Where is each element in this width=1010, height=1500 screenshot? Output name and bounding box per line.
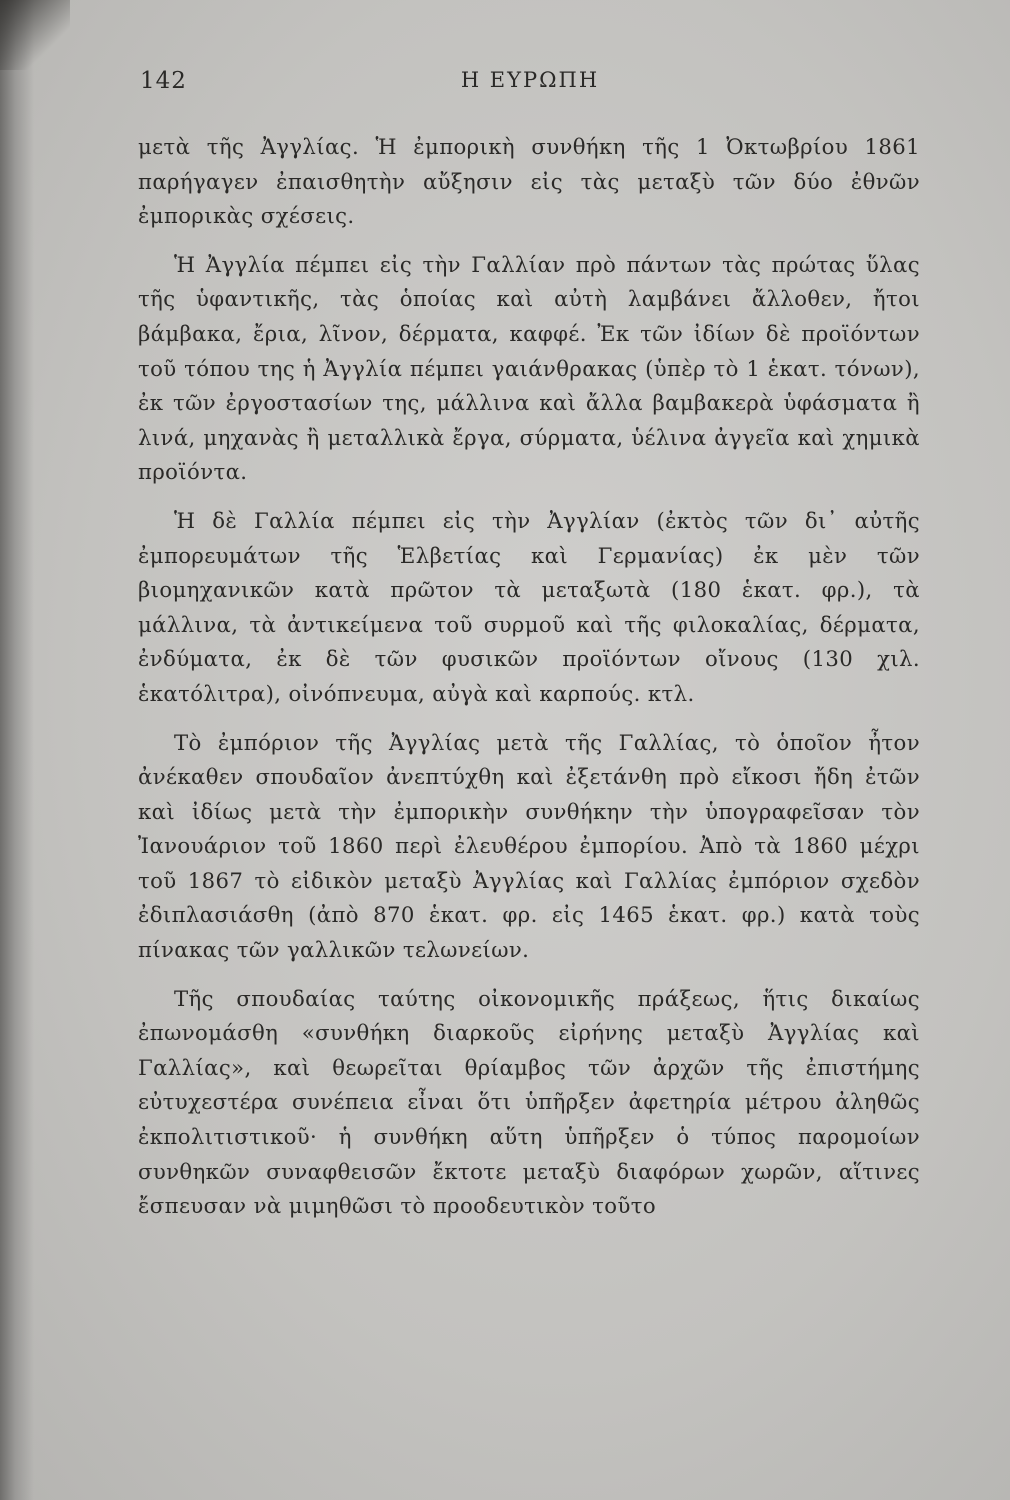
- paragraph-5: Τῆς σπουδαίας ταύτης οἰκονομικῆς πράξεως, ἥτις δικαίως ἐπωνομάσθη «συνθήκη διαρκοῦς εἰρήνης μεταξὺ Ἀγγλίας καὶ Γαλλίας», καὶ θεωρεῖται θρίαμβος τῶν ἀρχῶν τῆς ἐπιστήμης εὐτυχεστέρα συνέπεια εἶναι ὅτι ὑπῆρξεν ἀφετηρία μέτρου ἀληθῶς ἐκπολιτιστικοῦ· ἡ συνθήκη αὕτη ὑπῆρξεν ὁ τύπος παρομοίων συνθηκῶν συναφθεισῶν ἔκτοτε μεταξὺ διαφόρων χωρῶν, αἵτινες ἔσπευσαν νὰ μιμηθῶσι τὸ προοδευτικὸν τοῦτο: [138, 985, 920, 1219]
- paragraph-1: μετὰ τῆς Ἀγγλίας. Ἡ ἐμπορικὴ συνθήκη τῆς 1 Ὀκτωβρίου 1861 παρήγαγεν ἐπαισθητὴν αὔξησιν εἰς τὰς μεταξὺ τῶν δύο ἐθνῶν ἐμπορικὰς σχέσεις.: [138, 134, 920, 229]
- running-title: Η ΕΥΡΩΠΗ: [460, 68, 600, 92]
- paragraph-2: Ἡ Ἀγγλία πέμπει εἰς τὴν Γαλλίαν πρὸ πάντων τὰς πρώτας ὕλας τῆς ὑφαντικῆς, τὰς ὁποίας καὶ αὐτὴ λαμβάνει ἄλλοθεν, ἤτοι βάμβακα, ἔρια, λῖνον, δέρματα, καφφέ. Ἐκ τῶν ἰδίων δὲ προϊόντων τοῦ τόπου της ἡ Ἀγγλία πέμπει γαιάνθρακας (ὑπὲρ τὸ 1 ἑκατ. τόνων), ἐκ τῶν ἐργοστασίων της, μάλλινα καὶ ἄλλα βαμβακερὰ ὑφάσματα ἢ λινά, μηχανὰς ἢ μεταλλικὰ ἔργα, σύρματα, ὑέλινα ἀγγεῖα καὶ χημικὰ προϊόντα.: [138, 251, 920, 485]
- page-number: 142: [140, 68, 187, 94]
- paragraph-4: Τὸ ἐμπόριον τῆς Ἀγγλίας μετὰ τῆς Γαλλίας, τὸ ὁποῖον ἦτον ἀνέκαθεν σπουδαῖον ἀνεπτύχθη καὶ ἐξετάνθη πρὸ εἴκοσι ἤδη ἐτῶν καὶ ἰδίως μετὰ τὴν ἐμπορικὴν συνθήκην τὴν ὑπογραφεῖσαν τὸν Ἰανουάριον τοῦ 1860 περὶ ἐλευθέρου ἐμπορίου. Ἀπὸ τὰ 1860 μέχρι τοῦ 1867 τὸ εἰδικὸν μεταξὺ Ἀγγλίας καὶ Γαλλίας ἐμπόριον σχεδὸν ἐδιπλασιάσθη (ἀπὸ 870 ἑκατ. φρ. εἰς 1465 ἑκατ. φρ.) κατὰ τοὺς πίνακας τῶν γαλλικῶν τελωνείων.: [138, 729, 920, 963]
- body-text: [138, 130, 920, 1224]
- corner-shadow: [0, 0, 70, 70]
- paragraph-3: Ἡ δὲ Γαλλία πέμπει εἰς τὴν Ἀγγλίαν (ἐκτὸς τῶν δι᾽ αὐτῆς ἐμπορευμάτων τῆς Ἑλβετίας καὶ Γερμανίας) ἐκ μὲν τῶν βιομηχανικῶν κατὰ πρῶτον τὰ μεταξωτὰ (180 ἑκατ. φρ.), τὰ μάλλινα, τὰ ἀντικείμενα τοῦ συρμοῦ καὶ τῆς φιλοκαλίας, δέρματα, ἐνδύματα, ἐκ δὲ τῶν φυσικῶν προϊόντων οἴνους (130 χιλ. ἑκατόλιτρα), οἰνόπνευμα, αὐγὰ καὶ καρπούς. κτλ.: [138, 507, 920, 706]
- page-binding-edge: [0, 0, 34, 1500]
- page-header: [140, 68, 920, 104]
